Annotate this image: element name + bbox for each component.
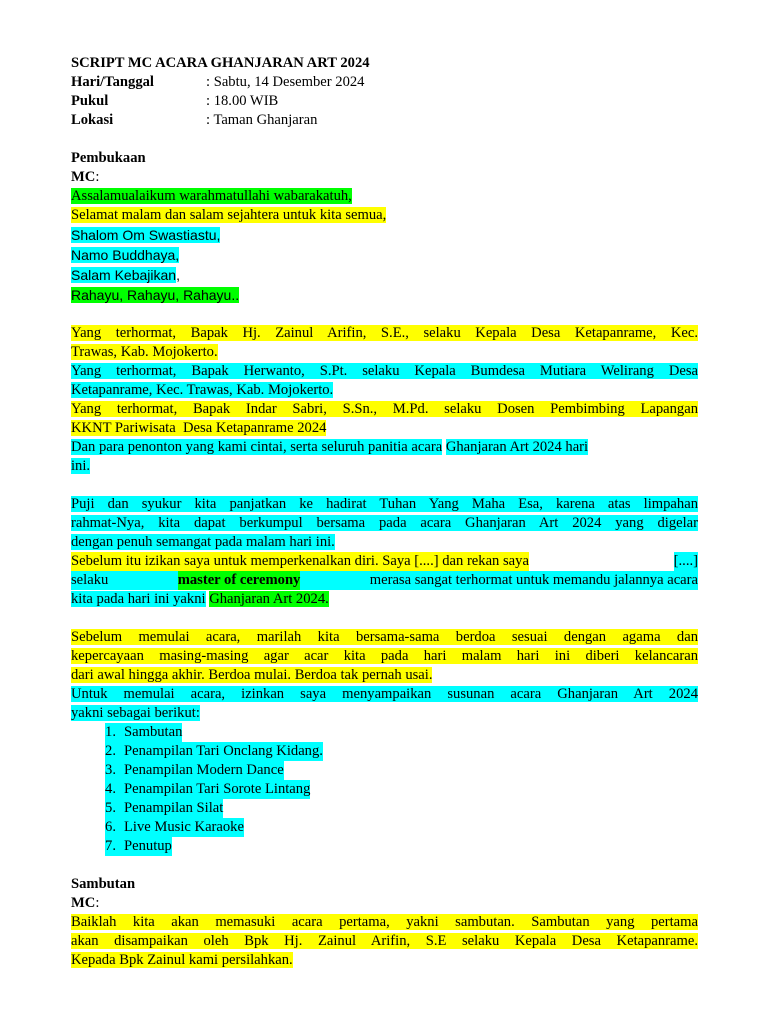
honor-line: Dan para penonton yang kami cintai, serta seluruh panitia acara	[71, 439, 443, 455]
honor-line: KKNT Pariwisata Desa Ketapanrame 2024	[71, 420, 327, 436]
doa-line: dari awal hingga akhir. Berdoa mulai. Berdoa tak pernah usai.	[71, 667, 433, 683]
info-key: Hari/Tanggal	[71, 74, 154, 90]
agenda-text: Sambutan	[116, 723, 182, 742]
sambutan-line: akan disampaikan oleh Bpk Hj. Zainul Arifin, S.E selaku Kepala Desa Ketapanrame.	[71, 933, 698, 949]
doa-line: kepercayaan masing-masing agar acar kita pada hari malam hari ini diberi kelancaran	[71, 648, 698, 664]
agenda-number: 4.	[105, 781, 116, 797]
agenda-text: Live Music Karaoke	[116, 818, 244, 837]
greeting-comma: ,	[176, 267, 180, 283]
info-row-date	[71, 73, 698, 92]
intro-line	[71, 590, 698, 609]
greeting-line	[71, 245, 698, 265]
list-item	[71, 761, 698, 780]
honor-paragraph	[71, 419, 698, 438]
event-name-highlight: Ghanjaran Art 2024.	[209, 591, 329, 607]
document-body	[71, 54, 698, 970]
greeting-text: Salam Kebajikan	[71, 267, 177, 283]
agenda-number: 3.	[105, 762, 116, 778]
intro-text: [....]	[673, 553, 698, 569]
agenda-text: Penutup	[116, 837, 172, 856]
list-item	[71, 723, 698, 742]
greeting-text: Selamat malam dan salam sejahtera untuk kita semua,	[71, 207, 387, 223]
info-value: : Sabtu, 14 Desember 2024	[206, 74, 365, 90]
intro-text: selaku	[71, 572, 109, 588]
info-value: : 18.00 WIB	[206, 93, 279, 109]
info-row-time	[71, 92, 698, 111]
honor-line: Trawas, Kab. Mojokerto.	[71, 344, 218, 360]
susunan-paragraph	[71, 685, 698, 704]
puji-paragraph	[71, 495, 698, 514]
list-item	[71, 837, 698, 856]
honor-paragraph	[71, 438, 698, 457]
honor-paragraph	[71, 400, 698, 419]
doa-paragraph	[71, 647, 698, 666]
agenda-text: Penampilan Tari Onclang Kidang.	[116, 742, 323, 761]
agenda-list	[71, 723, 698, 856]
honor-line: Yang terhormat, Bapak Indar Sabri, S.Sn., M.Pd. selaku Dosen Pembimbing Lapangan	[71, 401, 698, 417]
puji-paragraph	[71, 533, 698, 552]
info-value: : Taman Ghanjaran	[206, 112, 318, 128]
greeting-line	[71, 206, 698, 225]
puji-line: rahmat-Nya, kita dapat berkumpul bersama pada acara Ghanjaran Art 2024 yang digelar	[71, 515, 698, 531]
doa-paragraph	[71, 666, 698, 685]
honor-paragraph	[71, 343, 698, 362]
agenda-text: Penampilan Silat	[116, 799, 223, 818]
mc-colon: :	[95, 169, 100, 185]
intro-text: merasa sangat terhormat untuk memandu jalannya acara	[369, 572, 698, 588]
intro-text: kita pada hari ini yakni	[71, 591, 206, 607]
agenda-text: Penampilan Tari Sorote Lintang	[116, 780, 310, 799]
honor-line: Ketapanrame, Kec. Trawas, Kab. Mojokerto.	[71, 382, 334, 398]
mc-role-highlight: master of ceremony	[177, 572, 301, 588]
greeting-line	[71, 265, 698, 285]
sambutan-line: Kepada Bpk Zainul kami persilahkan.	[71, 952, 293, 968]
agenda-text: Penampilan Modern Dance	[116, 761, 284, 780]
honor-paragraph	[71, 362, 698, 381]
section-heading-pembukaan: Pembukaan	[71, 150, 146, 166]
list-item	[71, 742, 698, 761]
agenda-number: 5.	[105, 800, 116, 816]
puji-paragraph	[71, 514, 698, 533]
greeting-text: Shalom Om Swastiastu,	[71, 227, 221, 243]
agenda-number: 2.	[105, 743, 116, 759]
susunan-line: Untuk memulai acara, izinkan saya menyampaikan susunan acara Ghanjaran Art 2024	[71, 686, 698, 702]
sambutan-line: Baiklah kita akan memasuki acara pertama, yakni sambutan. Sambutan yang pertama	[71, 914, 698, 930]
page-title: SCRIPT MC ACARA GHANJARAN ART 2024	[71, 55, 370, 71]
honor-line: Yang terhormat, Bapak Hj. Zainul Arifin, S.E., selaku Kepala Desa Ketapanrame, Kec.	[71, 325, 698, 341]
mc-label	[71, 168, 698, 187]
greeting-text: Assalamualaikum warahmatullahi wabarakatuh,	[71, 188, 352, 204]
greeting-line	[71, 285, 698, 305]
doa-line: Sebelum memulai acara, marilah kita bersama-sama berdoa sesuai dengan agama dan	[71, 629, 698, 645]
list-item	[71, 818, 698, 837]
info-row-location	[71, 111, 698, 130]
greeting-text: Namo Buddhaya,	[71, 247, 180, 263]
honor-paragraph	[71, 381, 698, 400]
agenda-number: 6.	[105, 819, 116, 835]
mc-label-text: MC	[71, 895, 96, 911]
sambutan-paragraph	[71, 951, 698, 970]
info-key: Pukul	[71, 93, 109, 109]
honor-line: Ghanjaran Art 2024 hari	[445, 439, 589, 455]
greeting-line	[71, 187, 698, 206]
greeting-line	[71, 225, 698, 245]
greeting-text: Rahayu, Rahayu, Rahayu..	[71, 287, 240, 303]
mc-label-text: MC	[71, 169, 96, 185]
honor-line: Yang terhormat, Bapak Herwanto, S.Pt. selaku Kepala Bumdesa Mutiara Welirang Desa	[71, 363, 698, 379]
susunan-line: yakni sebagai berikut:	[71, 705, 200, 721]
intro-line	[71, 571, 698, 590]
doa-paragraph	[71, 628, 698, 647]
sambutan-paragraph	[71, 913, 698, 932]
mc-label	[71, 894, 698, 913]
list-item	[71, 799, 698, 818]
sambutan-paragraph	[71, 932, 698, 951]
section-heading-sambutan: Sambutan	[71, 876, 136, 892]
puji-line: Puji dan syukur kita panjatkan ke hadirat Tuhan Yang Maha Esa, karena atas limpahan	[71, 496, 698, 512]
intro-text: Sebelum itu izikan saya untuk memperkenalkan diri. Saya [....] dan rekan saya	[71, 553, 529, 569]
list-item	[71, 780, 698, 799]
mc-colon: :	[95, 895, 100, 911]
honor-paragraph	[71, 324, 698, 343]
honor-paragraph	[71, 457, 698, 476]
agenda-number: 7.	[105, 838, 116, 854]
intro-line	[71, 552, 698, 571]
susunan-paragraph	[71, 704, 698, 723]
agenda-number: 1.	[105, 724, 116, 740]
puji-line: dengan penuh semangat pada malam hari ini.	[71, 534, 335, 550]
info-key: Lokasi	[71, 112, 114, 128]
honor-line: ini.	[71, 458, 91, 474]
